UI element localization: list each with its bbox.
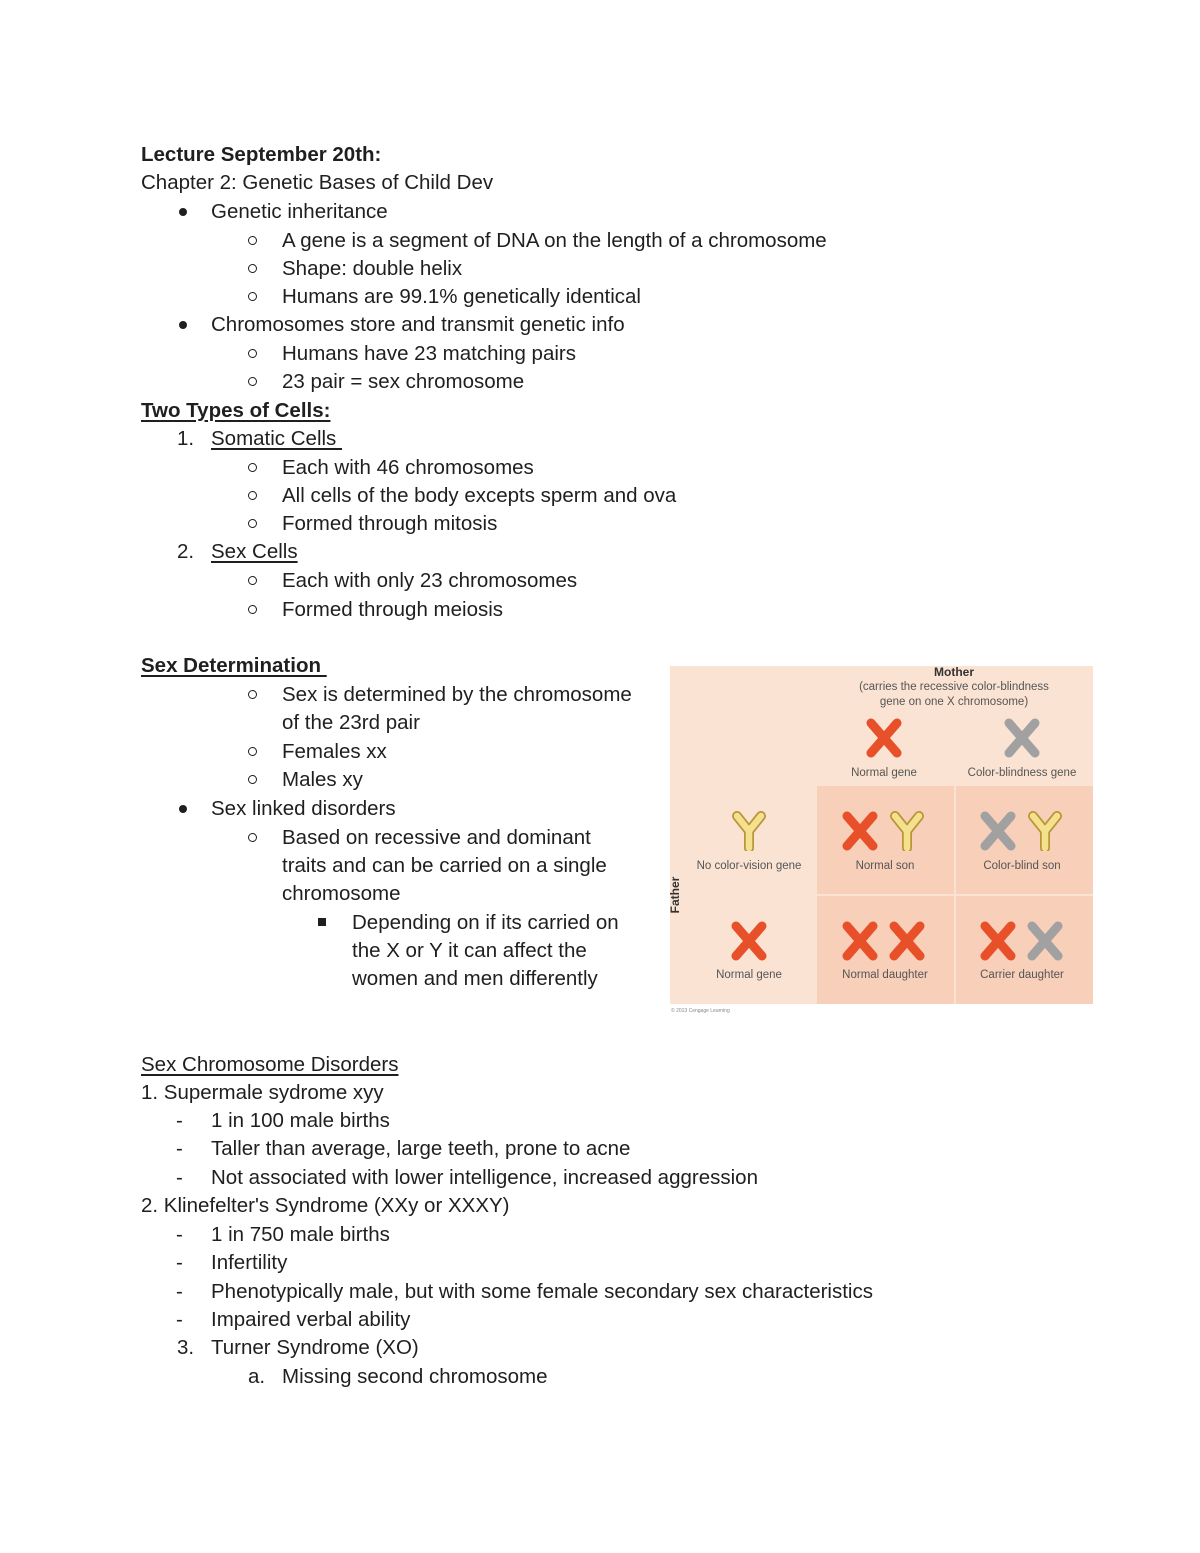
bullet-circle: [248, 463, 257, 472]
list-item: Formed through meiosis: [282, 598, 504, 621]
supermale-label: 1. Supermale sydrome xyy: [141, 1081, 384, 1104]
list-item: 23 pair = sex chromosome: [282, 370, 525, 393]
bullet-circle: [248, 292, 257, 301]
punnett-cell: [956, 786, 1093, 894]
mother-description-line: (carries the recessive color-blindness: [859, 681, 1049, 693]
list-item: 1 in 100 male births: [211, 1109, 390, 1132]
list-item: Each with only 23 chromosomes: [282, 569, 578, 592]
list-item-line: chromosome: [282, 882, 401, 905]
dash-marker: -: [176, 1308, 183, 1331]
dash-marker: -: [176, 1166, 183, 1189]
bullet-dot: [179, 321, 187, 329]
list-item: Phenotypically male, but with some female secondary sex characteristics: [211, 1280, 873, 1303]
dash-marker: -: [176, 1137, 183, 1160]
bullet-circle: [248, 747, 257, 756]
bullet-square: [318, 918, 326, 926]
bullet-circle: [248, 264, 257, 273]
figure-credit: © 2013 Cengage Learning: [671, 1008, 730, 1014]
normal-daughter-label: Normal daughter: [842, 969, 928, 981]
bullet-circle: [248, 576, 257, 585]
list-item: Humans have 23 matching pairs: [282, 342, 576, 365]
bullet-circle: [248, 690, 257, 699]
bullet-circle: [248, 377, 257, 386]
somatic-cells-label: Somatic Cells: [211, 427, 343, 450]
list-item: Formed through mitosis: [282, 512, 498, 535]
list-item: Shape: double helix: [282, 257, 463, 280]
list-number: 2.: [177, 540, 195, 563]
sex-linked-label: Sex linked disorders: [211, 797, 396, 820]
list-item: Infertility: [211, 1251, 288, 1274]
klinefelter-label: 2. Klinefelter's Syndrome (XXy or XXXY): [141, 1194, 510, 1217]
list-item: Males xy: [282, 768, 363, 791]
mother-normal-gene-label: Normal gene: [851, 767, 917, 779]
list-item: Not associated with lower intelligence, increased aggression: [211, 1166, 758, 1189]
colorblind-son-label: Color-blind son: [983, 860, 1061, 872]
punnett-cell: [817, 786, 954, 894]
bullet-circle: [248, 236, 257, 245]
mother-description-line: gene on one X chromosome): [879, 696, 1029, 708]
normal-son-label: Normal son: [855, 860, 915, 872]
list-item: Taller than average, large teeth, prone to acne: [211, 1137, 631, 1160]
carrier-daughter-label: Carrier daughter: [980, 969, 1064, 981]
father-label: Father: [668, 876, 682, 914]
dash-marker: -: [176, 1251, 183, 1274]
list-item: Females xx: [282, 740, 387, 763]
list-item-line: the X or Y it can affect the: [352, 939, 587, 962]
punnett-cell: [956, 896, 1093, 1004]
genetic-inheritance-label: Genetic inheritance: [211, 200, 388, 223]
bullet-circle: [248, 519, 257, 528]
bullet-dot: [179, 805, 187, 813]
list-letter: a.: [248, 1365, 266, 1388]
list-item-line: Sex is determined by the chromosome: [282, 683, 632, 706]
punnett-square-figure: [670, 666, 1093, 1013]
list-item: All cells of the body excepts sperm and ova: [282, 484, 677, 507]
dash-marker: -: [176, 1109, 183, 1132]
mother-colorblind-gene-label: Color-blindness gene: [967, 767, 1077, 779]
list-item: A gene is a segment of DNA on the length of a chromosome: [282, 229, 827, 252]
disorders-heading: Sex Chromosome Disorders: [141, 1053, 399, 1076]
sex-determination-heading: Sex Determination: [141, 654, 327, 677]
list-number: 1.: [177, 427, 195, 450]
list-item-line: Based on recessive and dominant: [282, 826, 591, 849]
dash-marker: -: [176, 1280, 183, 1303]
punnett-cell: [817, 896, 954, 1004]
bullet-circle: [248, 775, 257, 784]
sex-cells-label: Sex Cells: [211, 540, 298, 563]
list-item-line: of the 23rd pair: [282, 711, 420, 734]
bullet-dot: [179, 208, 187, 216]
chromosomes-label: Chromosomes store and transmit genetic info: [211, 313, 625, 336]
list-item: Each with 46 chromosomes: [282, 456, 534, 479]
list-item: 1 in 750 male births: [211, 1223, 390, 1246]
list-item: Impaired verbal ability: [211, 1308, 411, 1331]
cells-heading: Two Types of Cells:: [141, 399, 331, 422]
list-item-line: women and men differently: [352, 967, 598, 990]
list-number: 3.: [177, 1336, 195, 1359]
bullet-circle: [248, 349, 257, 358]
dash-marker: -: [176, 1223, 183, 1246]
list-item-line: traits and can be carried on a single: [282, 854, 607, 877]
father-no-color-vision-label: No color-vision gene: [696, 860, 802, 872]
list-item: Humans are 99.1% genetically identical: [282, 285, 641, 308]
list-item-line: Depending on if its carried on: [352, 911, 619, 934]
chapter-title: Chapter 2: Genetic Bases of Child Dev: [141, 171, 494, 194]
turner-label: Turner Syndrome (XO): [211, 1336, 419, 1359]
bullet-circle: [248, 833, 257, 842]
bullet-circle: [248, 491, 257, 500]
list-item: Missing second chromosome: [282, 1365, 548, 1388]
page-title: Lecture September 20th:: [141, 143, 382, 166]
bullet-circle: [248, 605, 257, 614]
father-normal-gene-label: Normal gene: [716, 969, 782, 981]
mother-title: Mother: [934, 665, 974, 679]
